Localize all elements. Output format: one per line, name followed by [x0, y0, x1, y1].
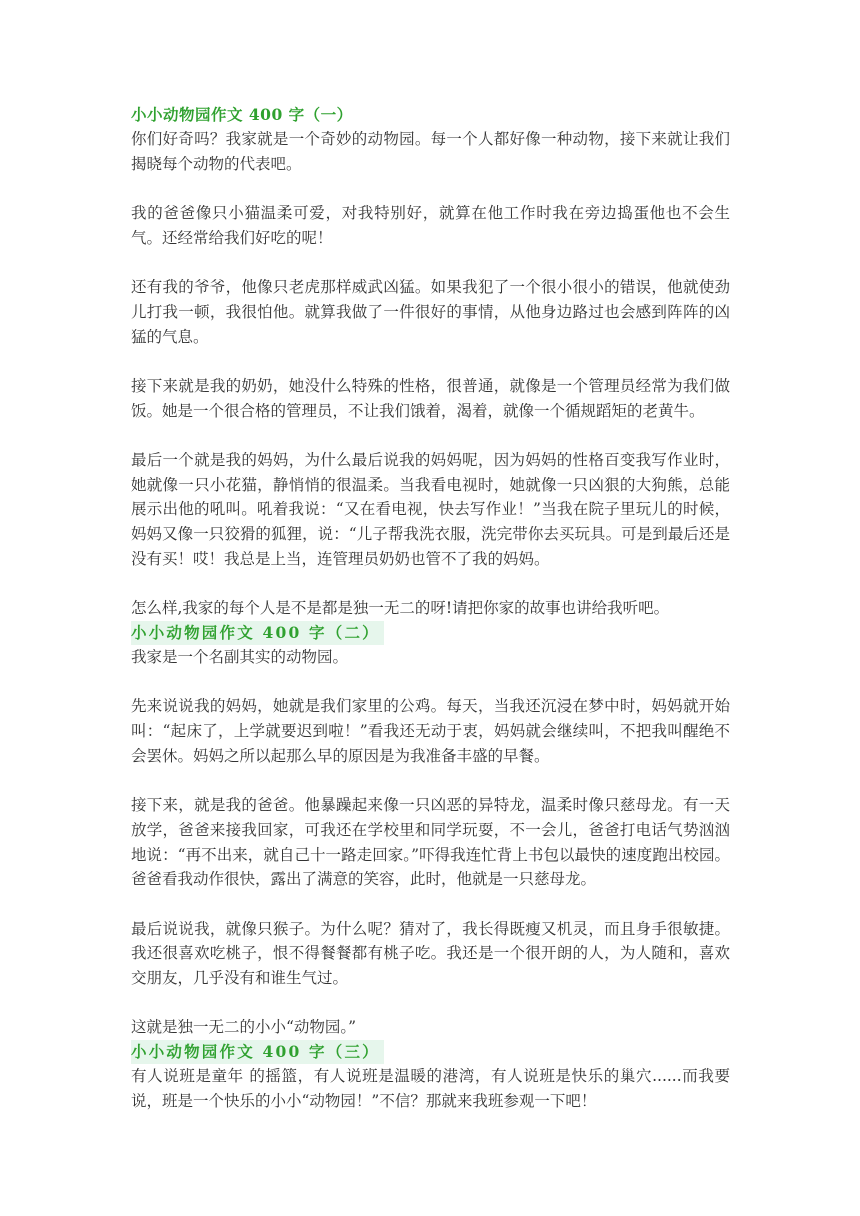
section-title-3: 小小动物园作文 400 字（三） [131, 1040, 384, 1064]
paragraph: 接下来，就是我的爸爸。他暴躁起来像一只凶恶的异特龙，温柔时像只慈母龙。有一天放学，爸爸来接我回家，可我还在学校里和同学玩耍，不一会儿，爸爸打电话气势汹汹地说：“再不出来，就自己十一路走回家。”吓得我连忙背上书包以最快的速度跑出校园。爸爸看我动作很快，露出了满意的笑容，此时，他就是一只慈母龙。 [131, 796, 730, 889]
paragraph: 这就是独一无二的小小“动物园。” [131, 1018, 357, 1037]
paragraph: 接下来就是我的奶奶，她没什么特殊的性格，很普通，就像是一个管理员经常为我们做饭。她是一个很合格的管理员，不让我们饿着，渴着，就像一个循规蹈矩的老黄牛。 [131, 376, 730, 420]
section-title-1: 小小动物园作文 400 字（一） [131, 105, 353, 124]
paragraph: 最后一个就是我的妈妈，为什么最后说我的妈妈呢，因为妈妈的性格百变我写作业时，她就像一只小花猫，静悄悄的很温柔。当我看电视时，她就像一只凶狠的大狗熊，总能展示出他的吼叫。吼着我说：“又在看电视，快去写作业！”当我在院子里玩儿的时候，妈妈又像一只狡猾的狐狸，说：“儿子帮我洗衣服，洗完带你去买玩具。可是到最后还是没有买！哎！我总是上当，连管理员奶奶也管不了我的妈妈。 [131, 451, 730, 568]
paragraph: 先来说说我的妈妈，她就是我们家里的公鸡。每天，当我还沉浸在梦中时，妈妈就开始叫：“起床了，上学就要迟到啦！”看我还无动于衷，妈妈就会继续叫，不把我叫醒绝不会罢休。妈妈之所以起那么早的原因是为我准备丰盛的早餐。 [131, 697, 730, 765]
paragraph: 我的爸爸像只小猫温柔可爱，对我特别好，就算在他工作时我在旁边捣蛋他也不会生气。还经常给我们好吃的呢！ [131, 204, 730, 247]
essay-content [131, 103, 730, 1114]
section-title-2: 小小动物园作文 400 字（二） [131, 621, 384, 645]
paragraph: 你们好奇吗？我家就是一个奇妙的动物园。每一个人都好像一种动物，接下来就让我们揭晓每个动物的代表吧。 [131, 130, 730, 173]
paragraph: 有人说班是童年 的摇篮，有人说班是温暖的港湾，有人说班是快乐的巢穴......而我要说，班是一个快乐的小小“动物园！”不信？那就来我班参观一下吧！ [131, 1067, 730, 1110]
paragraph: 我家是一个名副其实的动物园。 [131, 647, 349, 666]
paragraph: 还有我的爷爷，他像只老虎那样威武凶猛。如果我犯了一个很小很小的错误，他就使劲儿打我一顿，我很怕他。就算我做了一件很好的事情，从他身边路过也会感到阵阵的凶猛的气息。 [131, 278, 730, 346]
paragraph: 最后说说我，就像只猴子。为什么呢？猜对了，我长得既瘦又机灵，而且身手很敏捷。我还很喜欢吃桃子，恨不得餐餐都有桃子吃。我还是一个很开朗的人，为人随和，喜欢交朋友，几乎没有和谁生气过。 [131, 919, 730, 988]
paragraph: 怎么样,我家的每个人是不是都是独一无二的呀!请把你家的故事也讲给我听吧。 [131, 599, 670, 618]
